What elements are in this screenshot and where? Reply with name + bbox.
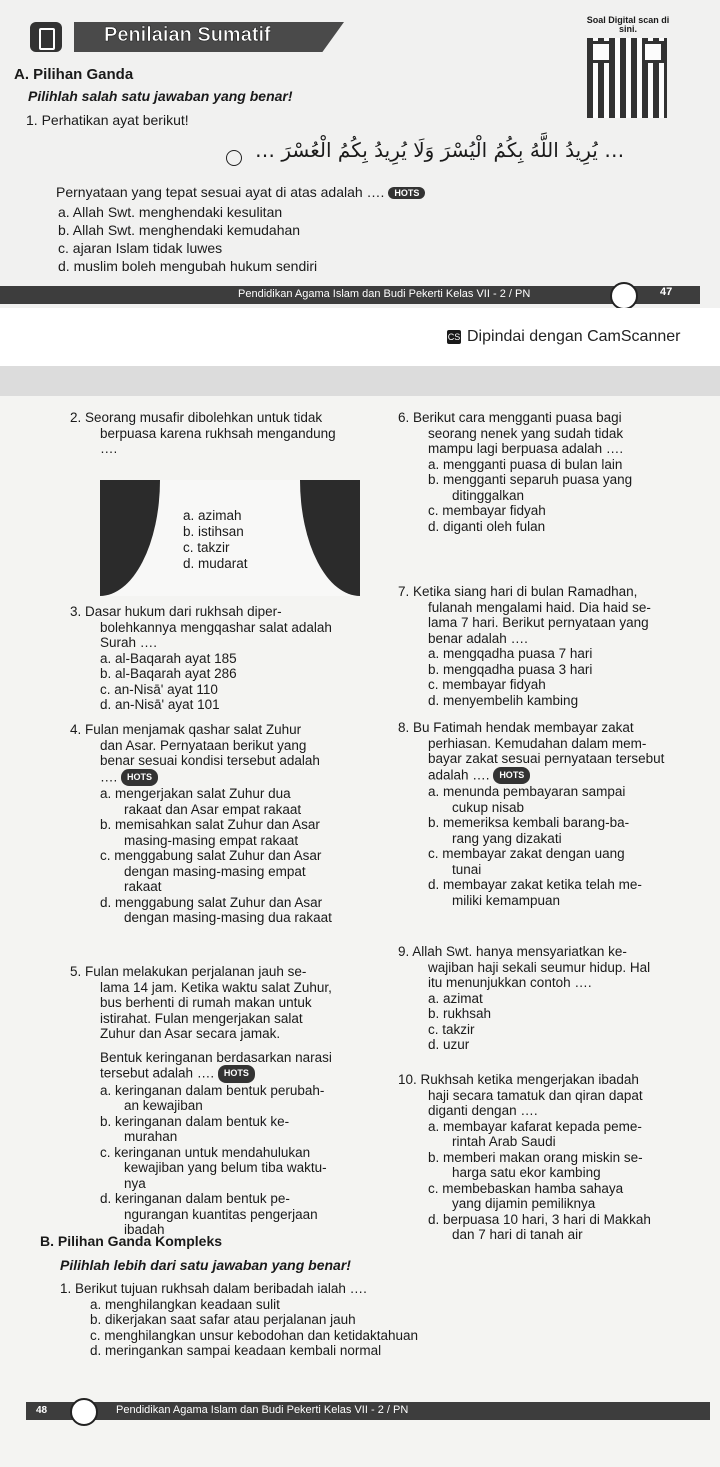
- instruction: Pilihlah salah satu jawaban yang benar!: [28, 88, 293, 104]
- q8-line: adalah ….: [428, 766, 490, 782]
- option-cont: rintah Arab Saudi: [452, 1134, 556, 1149]
- option: b. memeriksa kembali barang-ba-: [428, 815, 630, 830]
- option-cont: yang dijamin pemiliknya: [452, 1196, 596, 1211]
- page-number: 47: [660, 286, 673, 298]
- option: a. keringanan dalam bentuk perubah-: [100, 1082, 325, 1098]
- statement-text: Pernyataan yang tepat sesuai ayat di atas adalah ….: [56, 184, 385, 200]
- option: d. menggabung salat Zuhur dan Asar: [100, 894, 323, 910]
- footer-circle-icon: [610, 282, 638, 310]
- option-cont: masing-masing empat rakaat: [124, 832, 299, 848]
- q7-line: lama 7 hari. Berikut pernyataan yang: [428, 615, 649, 630]
- q3-line: bolehkannya mengqashar salat adalah: [100, 619, 332, 635]
- option: b. istihsan: [183, 524, 244, 539]
- option: d. mudarat: [183, 556, 248, 571]
- question-2-options: [183, 508, 248, 572]
- q6-line: seorang nenek yang sudah tidak: [428, 425, 624, 441]
- option: b. keringanan dalam bentuk ke-: [100, 1113, 290, 1129]
- camscanner-text: Dipindai dengan CamScanner: [467, 328, 681, 345]
- q6-line: mampu lagi berpuasa adalah ….: [428, 441, 624, 456]
- footer-circle-icon: [70, 1398, 98, 1426]
- question-4: [70, 722, 332, 926]
- question-10: [398, 1072, 651, 1243]
- q5-line: 5. Fulan melakukan perjalanan jauh se-: [70, 964, 307, 979]
- option: d. menyembelih kambing: [428, 692, 579, 708]
- option: c. an-Nisā' ayat 110: [100, 681, 218, 697]
- option: d. an-Nisā' ayat 101: [100, 697, 220, 712]
- question-1-statement: [56, 184, 425, 200]
- q6-line: 6. Berikut cara mengganti puasa bagi: [398, 410, 622, 425]
- q7-line: 7. Ketika siang hari di bulan Ramadhan,: [398, 584, 638, 599]
- option: d. keringanan dalam bentuk pe-: [100, 1191, 290, 1206]
- q5-line: Bentuk keringanan berdasarkan narasi: [100, 1049, 332, 1065]
- hots-badge: HOTS: [493, 767, 530, 785]
- qr-code-icon: [587, 38, 667, 118]
- q5-line: lama 14 jam. Ketika waktu salat Zuhur,: [100, 979, 332, 995]
- q5-line: bus berhenti di rumah makan untuk: [100, 995, 312, 1010]
- footer-text: Pendidikan Agama Islam dan Budi Pekerti Kelas VII - 2 / PN: [238, 288, 531, 300]
- option-1d: d. muslim boleh mengubah hukum sendiri: [58, 258, 318, 274]
- option: c. membebaskan hamba sahaya: [428, 1180, 624, 1196]
- option: a. membayar kafarat kepada peme-: [428, 1118, 642, 1134]
- section-a-title: A. Pilihan Ganda: [14, 66, 134, 83]
- q7-line: benar adalah ….: [428, 630, 528, 646]
- option-cont: dan 7 hari di tanah air: [452, 1227, 583, 1242]
- option: a. azimah: [183, 508, 242, 523]
- option-cont: an kewajiban: [124, 1098, 203, 1113]
- q2-line: 2. Seorang musafir dibolehkan untuk tidak: [70, 410, 323, 425]
- option: d. membayar zakat ketika telah me-: [428, 877, 642, 892]
- q5-line: Zuhur dan Asar secara jamak.: [100, 1026, 281, 1041]
- option-cont: rakaat: [124, 879, 162, 894]
- q3-line: 3. Dasar hukum dari rukhsah diper-: [70, 604, 282, 619]
- option: c. takzir: [183, 540, 230, 555]
- tablet-icon: [30, 22, 62, 52]
- q7-line: fulanah mengalami haid. Dia haid se-: [428, 599, 651, 615]
- q4-line: dan Asar. Pernyataan berikut yang: [100, 737, 307, 753]
- option: c. membayar fidyah: [428, 503, 546, 518]
- footer-text-2: Pendidikan Agama Islam dan Budi Pekerti Kelas VII - 2 / PN: [116, 1404, 409, 1416]
- option: d. meringankan sampai keadaan kembali normal: [90, 1343, 382, 1358]
- option: a. mengganti puasa di bulan lain: [428, 456, 623, 472]
- q8-line: bayar zakat sesuai pernyataan tersebut: [428, 751, 665, 766]
- option: a. mengerjakan salat Zuhur dua: [100, 786, 291, 801]
- option: c. membayar zakat dengan uang: [428, 846, 625, 861]
- q10-line: haji secara tamatuk dan qiran dapat: [428, 1087, 643, 1103]
- b1-stem: 1. Berikut tujuan rukhsah dalam beribadah ialah ….: [60, 1281, 367, 1296]
- hots-badge: HOTS: [121, 769, 158, 787]
- q5-line: istirahat. Fulan mengerjakan salat: [100, 1010, 303, 1026]
- q3-line: Surah ….: [100, 635, 158, 650]
- option-cont: cukup nisab: [452, 799, 525, 815]
- arabic-verse: … يُرِيدُ اللَّهُ بِكُمُ الْيُسْرَ وَلَا يُرِيدُ بِكُمُ الْعُسْرَ …: [255, 138, 625, 162]
- q4-line: benar sesuai kondisi tersebut adalah: [100, 753, 320, 768]
- question-b1: [60, 1281, 418, 1359]
- option-1b: b. Allah Swt. menghendaki kemudahan: [58, 222, 301, 238]
- q10-line: diganti dengan ….: [428, 1103, 538, 1118]
- option: b. memberi makan orang miskin se-: [428, 1149, 643, 1165]
- option-cont: ditinggalkan: [452, 487, 525, 503]
- option-cont: tunai: [452, 861, 482, 877]
- q2-line: berpuasa karena rukhsah mengandung: [100, 425, 336, 441]
- q4-line: ….: [100, 768, 118, 784]
- q9-line: 9. Allah Swt. hanya mensyariatkan ke-: [398, 944, 627, 959]
- option-cont: ibadah: [124, 1222, 165, 1237]
- question-8: [398, 720, 664, 908]
- q9-line: itu menunjukkan contoh ….: [428, 975, 592, 990]
- q2-line: ….: [100, 441, 118, 456]
- option: b. al-Baqarah ayat 286: [100, 666, 237, 681]
- option: b. memisahkan salat Zuhur dan Asar: [100, 817, 320, 832]
- q5-line: tersebut adalah ….: [100, 1065, 215, 1081]
- option: a. mengqadha puasa 7 hari: [428, 646, 593, 661]
- question-2: [70, 410, 336, 457]
- page-title: Penilaian Sumatif: [104, 24, 271, 46]
- option: b. dikerjakan saat safar atau perjalanan jauh: [90, 1312, 356, 1327]
- option: d. diganti oleh fulan: [428, 518, 546, 534]
- option-cont: miliki kemampuan: [452, 892, 561, 908]
- option-cont: rakaat dan Asar empat rakaat: [124, 801, 302, 817]
- option: b. rukhsah: [428, 1006, 492, 1021]
- camscanner-watermark: [447, 328, 680, 346]
- hots-badge: HOTS: [218, 1065, 255, 1083]
- option: a. al-Baqarah ayat 185: [100, 650, 237, 666]
- option: b. mengqadha puasa 3 hari: [428, 661, 593, 677]
- option-cont: dengan masing-masing dua rakaat: [124, 910, 332, 925]
- option: c. membayar fidyah: [428, 677, 546, 692]
- option-1a: a. Allah Swt. menghendaki kesulitan: [58, 204, 283, 220]
- option: b. mengganti separuh puasa yang: [428, 472, 633, 487]
- option-1c: c. ajaran Islam tidak luwes: [58, 240, 223, 256]
- option-cont: harga satu ekor kambing: [452, 1165, 601, 1180]
- question-6: [398, 410, 632, 534]
- instruction-b: Pilihlah lebih dari satu jawaban yang benar!: [60, 1257, 351, 1273]
- option-cont: murahan: [124, 1129, 178, 1144]
- question-9: [398, 944, 650, 1053]
- option-cont: rang yang dizakati: [452, 830, 562, 846]
- audio-icon: [226, 150, 242, 166]
- q10-line: 10. Rukhsah ketika mengerjakan ibadah: [398, 1072, 639, 1087]
- option: a. menghilangkan keadaan sulit: [90, 1296, 280, 1312]
- option: a. menunda pembayaran sampai: [428, 784, 626, 799]
- hots-badge: HOTS: [388, 187, 425, 199]
- page-gap: [0, 366, 720, 396]
- option: a. azimat: [428, 990, 483, 1006]
- page-number-2: 48: [36, 1405, 48, 1416]
- question-3: [70, 604, 332, 713]
- question-7: [398, 584, 651, 708]
- option: c. menggabung salat Zuhur dan Asar: [100, 848, 322, 863]
- q8-line: 8. Bu Fatimah hendak membayar zakat: [398, 720, 634, 735]
- question-5: [70, 964, 332, 1238]
- option-cont: dengan masing-masing empat: [124, 863, 306, 879]
- option: d. berpuasa 10 hari, 3 hari di Makkah: [428, 1211, 651, 1227]
- q4-line: 4. Fulan menjamak qashar salat Zuhur: [70, 722, 302, 737]
- section-b-title: B. Pilihan Ganda Kompleks: [40, 1233, 223, 1249]
- option-cont: nya: [124, 1175, 146, 1191]
- option-cont: ngurangan kuantitas pengerjaan: [124, 1206, 318, 1222]
- q8-line: perhiasan. Kemudahan dalam mem-: [428, 735, 647, 751]
- q9-line: wajiban haji sekali seumur hidup. Hal: [428, 959, 651, 975]
- option-cont: kewajiban yang belum tiba waktu-: [124, 1160, 327, 1175]
- qr-label: Soal Digital scan di sini.: [586, 15, 670, 34]
- option: d. uzur: [428, 1037, 470, 1052]
- option: c. menghilangkan unsur kebodohan dan ketidaktahuan: [90, 1327, 418, 1343]
- option: c. takzir: [428, 1021, 475, 1037]
- camscanner-icon: CS: [447, 332, 461, 342]
- question-1: 1. Perhatikan ayat berikut!: [26, 112, 189, 128]
- option: c. keringanan untuk mendahulukan: [100, 1144, 311, 1160]
